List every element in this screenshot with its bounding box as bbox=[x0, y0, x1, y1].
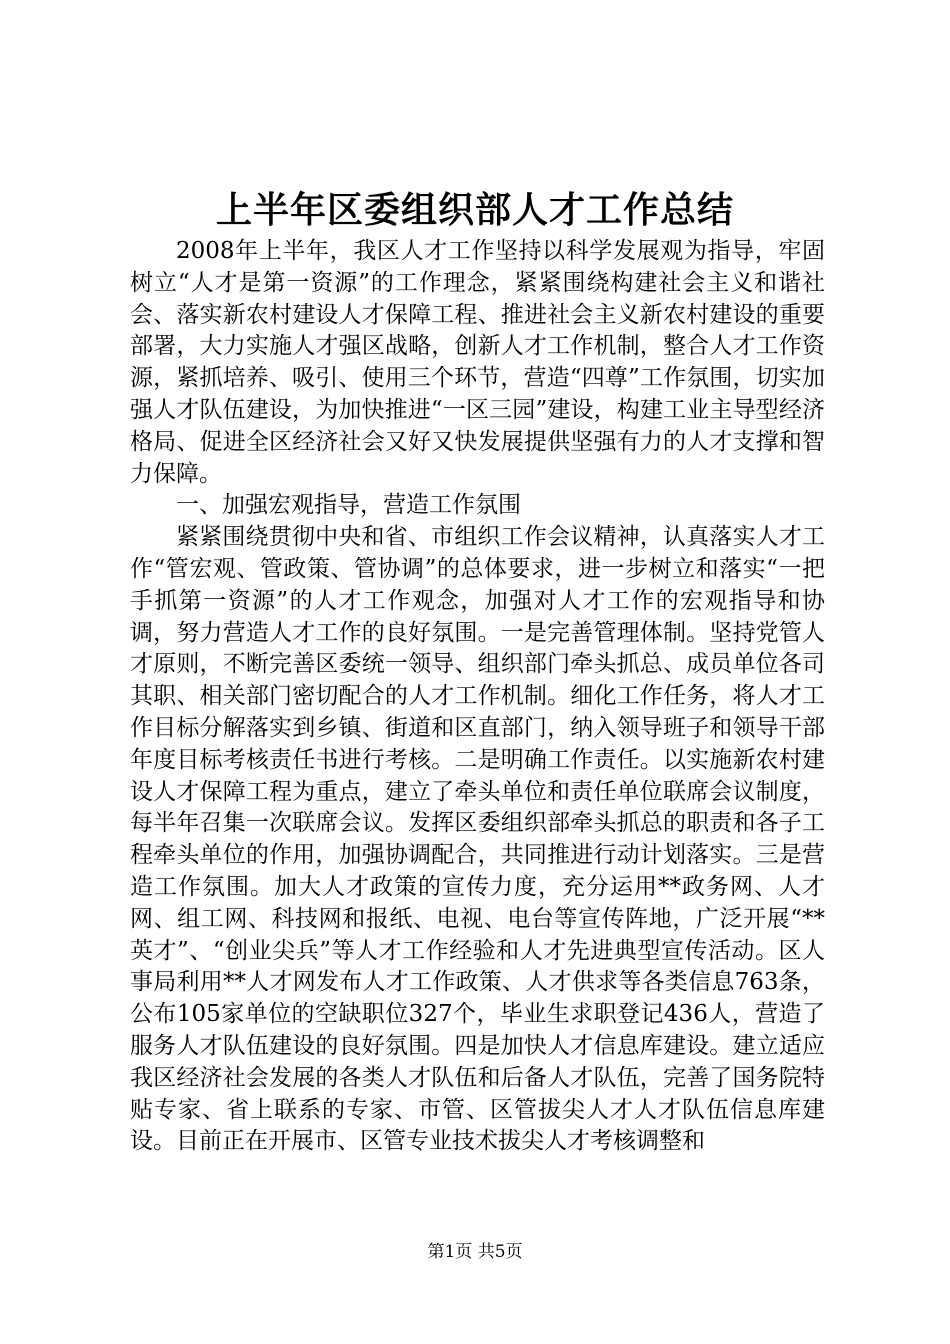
paragraph-section-1: 紧紧围绕贯彻中央和省、市组织工作会议精神，认真落实人才工作“管宏观、管政策、管协调”的总体要求，进一步树立和落实“一把手抓第一资源”的人才工作观念，加强对人才工作的宏观指导和协调，努力营造人才工作的良好氛围。一是完善管理体制。坚持党管人才原则，不断完善区委统一领导、组织部门牵头抓总、成员单位各司其职、相关部门密切配合的人才工作机制。细化工作任务，将人才工作目标分解落实到乡镇、街道和区直部门，纳入领导班子和领导干部年度目标考核责任书进行考核。二是明确工作责任。以实施新农村建设人才保障工程为重点，建立了牵头单位和责任单位联席会议制度，每半年召集一次联席会议。发挥区委组织部牵头抓总的职责和各子工程牵头单位的作用，加强协调配合，共同推进行动计划落实。三是营造工作氛围。加大人才政策的宣传力度，充分运用**政务网、人才网、组工网、科技网和报纸、电视、电台等宣传阵地，广泛开展“**英才”、“创业尖兵”等人才工作经验和人才先进典型宣传活动。区人事局利用**人才网发布人才工作政策、人才供求等各类信息763条，公布105家单位的空缺职位327个，毕业生求职登记436人，营造了服务人才队伍建设的良好氛围。四是加快人才信息库建设。建立适应我区经济社会发展的各类人才队伍和后备人才队伍，完善了国务院特贴专家、省上联系的专家、市管、区管拔尖人才人才队伍信息库建设。目前正在开展市、区管专业技术拔尖人才考核调整和 bbox=[130, 524, 825, 1155]
page-number-footer: 第1页 共5页 bbox=[427, 1242, 523, 1262]
paragraph-intro: 2008年上半年，我区人才工作坚持以科学发展观为指导，牢固树立“人才是第一资源”的工作理念，紧紧围绕构建社会主义和谐社会、落实新农村建设人才保障工程、推进社会主义新农村建设的重要部署，大力实施人才强区战略，创新人才工作机制，整合人才工作资源，紧抓培养、吸引、使用三个环节，营造“四尊”工作氛围，切实加强人才队伍建设，为加快推进“一区三园”建设，构建工业主导型经济格局、促进全区经济社会又好又快发展提供坚强有力的人才支撑和智力保障。 bbox=[130, 238, 825, 487]
section-heading-1: 一、加强宏观指导，营造工作氛围 bbox=[176, 492, 521, 519]
document-title: 上半年区委组织部人才工作总结 bbox=[215, 189, 734, 231]
document-body bbox=[130, 236, 825, 1158]
